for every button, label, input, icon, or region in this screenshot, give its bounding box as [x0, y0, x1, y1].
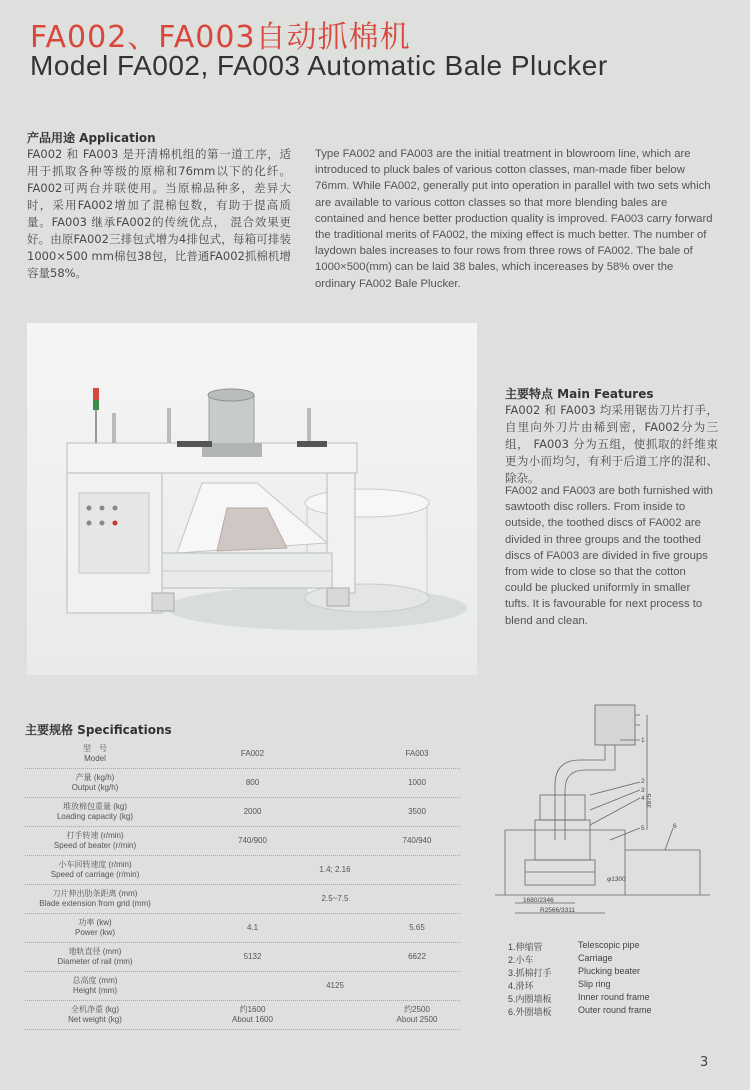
legend-item-cn: 4.滑环 [508, 981, 534, 991]
legend-item [508, 953, 708, 966]
diagram-label-1: 1 [641, 737, 645, 744]
spec-value-fa003: 6622 [408, 952, 426, 961]
spec-label [25, 918, 165, 938]
spec-value-fa002: 2000 [243, 807, 262, 816]
legend-item-cn: 2.小车 [508, 955, 534, 965]
diagram-label-2: 2 [641, 778, 645, 785]
title-english: Model FA002, FA003 Automatic Bale Plucker [30, 50, 608, 81]
spec-value-fa002: 740/900 [238, 836, 267, 845]
application-heading: 产品用途 Application [27, 131, 156, 145]
spec-label-cn: 总高度 (mm) [72, 976, 118, 985]
spec-value-fa003: 1000 [408, 778, 426, 787]
spec-value-fa003: 3500 [408, 807, 426, 816]
spec-value-fa002: 4.1 [246, 923, 259, 932]
spec-row [25, 943, 460, 972]
legend-item [508, 1005, 708, 1018]
diagram-label-6: 6 [673, 823, 677, 830]
diagram-dim-a: 1680/2346 [523, 897, 554, 904]
title-chinese: FA002、FA003自动抓棉机 [30, 20, 411, 55]
spec-row [25, 1001, 460, 1030]
spec-value-fa003: FA003 [405, 749, 429, 758]
machine-diagram [495, 700, 715, 925]
specifications-table [25, 740, 460, 1030]
spec-value-fa002: 约1600 About 1600 [232, 1005, 273, 1024]
application-cn-text: FA002 和 FA003 是开清棉机组的第一道工序，适用于抓取各种等级的原棉和76mm以下的化纤。FA002可两台并联使用。当原棉品种多，差异大时，采用FA002增加了混棉包数，有助于提高质量。FA003 继承FA002的传统优点， 混合效果更好。由原FA002三排包式增为4排包式，每箱可排装1000×500 mm棉包38包，比普通FA002抓棉机增容量58%。 [27, 147, 291, 280]
spec-label [25, 889, 165, 909]
machine-photo [27, 323, 477, 675]
legend-item-en: Inner round frame [578, 992, 650, 1002]
spec-row [25, 740, 460, 769]
legend-item-en: Carriage [578, 953, 613, 963]
spec-label-cn: 打手转速 (r/min) [66, 831, 124, 840]
legend-item-en: Telescopic pipe [578, 940, 640, 950]
spec-value-common: 1.4; 2.16 [319, 865, 351, 874]
spec-value-fa002: FA002 [240, 749, 265, 758]
spec-value-common: 2.5~7.5 [321, 894, 349, 903]
diagram-legend [508, 940, 708, 1018]
spec-row [25, 914, 460, 943]
diagram-label-5: 5 [641, 825, 645, 832]
spec-value-common: 4125 [326, 981, 344, 990]
spec-row [25, 769, 460, 798]
features-cn-text: FA002 和 FA003 均采用锯齿刀片打手，自里向外刀片由稀到密，FA002分为三组， FA003 分为五组，使抓取的纤维束更为小而均匀，有利于后道工序的混和、除杂。 [505, 403, 718, 485]
legend-item-cn: 6.外圈墙板 [508, 1007, 552, 1017]
legend-item [508, 966, 708, 979]
legend-item [508, 979, 708, 992]
spec-row [25, 827, 460, 856]
spec-label [25, 860, 165, 880]
spec-label-cn: 型 号 [83, 744, 107, 753]
legend-item-cn: 1.伸缩管 [508, 942, 543, 952]
spec-value-fa003: 740/940 [402, 836, 432, 845]
spec-label-en: Model [84, 754, 106, 763]
spec-value-fa003: 5.65 [409, 923, 425, 932]
spec-label [25, 831, 165, 851]
spec-label [25, 773, 165, 793]
spec-row [25, 856, 460, 885]
spec-label-en: Blade extension from grid (mm) [39, 899, 151, 908]
legend-item-en: Plucking beater [578, 966, 641, 976]
spec-label-en: Speed of beater (r/min) [53, 841, 137, 850]
spec-label [25, 802, 165, 822]
spec-label-en: Net weight (kg) [68, 1015, 122, 1024]
page-number: 3 [700, 1055, 709, 1070]
spec-label [25, 976, 165, 996]
spec-label-cn: 功率 (kw) [78, 918, 112, 927]
spec-label-en: Power (kw) [74, 928, 115, 937]
features-en-text: FA002 and FA003 are both furnished with sawtooth disc rollers. From inside to outside, the toothed discs of FA002 are divided in three groups and the toothed discs of FA003 are divided in five groups from wide to close so that the cotton could be plucked uniformly in smaller tufts. It is favourable for next process to blend and clean. [505, 485, 713, 627]
spec-label-cn: 产量 (kg/h) [75, 773, 115, 782]
spec-row [25, 798, 460, 827]
spec-label-cn: 全机净重 (kg) [71, 1005, 119, 1014]
diagram-label-4: 4 [641, 795, 645, 802]
features-heading: 主要特点 Main Features [505, 387, 654, 401]
spec-label-cn: 小车回转速度 (r/min) [58, 860, 132, 869]
specifications-heading: 主要规格 Specifications [25, 723, 172, 737]
spec-label-en: Speed of carriage (r/min) [50, 870, 140, 879]
spec-value-fa002: 5132 [243, 952, 262, 961]
spec-label-en: Loading capacity (kg) [56, 812, 134, 821]
diagram-phi-dim: φ1300 [607, 876, 626, 883]
spec-label-en: Output (kg/h) [71, 783, 119, 792]
diagram-label-3: 3 [641, 787, 645, 794]
legend-item-cn: 3.抓棉打手 [508, 968, 552, 978]
spec-value-fa003: 约2500 About 2500 [396, 1005, 438, 1024]
spec-label [25, 1005, 165, 1025]
legend-item [508, 992, 708, 1005]
legend-item-cn: 5.内圈墙板 [508, 994, 552, 1004]
spec-label-en: Diameter of rail (mm) [57, 957, 133, 966]
spec-label-en: Height (mm) [72, 986, 117, 995]
spec-label-cn: 地轨直径 (mm) [68, 947, 122, 956]
application-en-text: Type FA002 and FA003 are the initial treatment in blowroom line, which are introduced to pluck bales of various cotton classes, man-made fiber below 76mm. While FA002, generally put into operation in parallel with two sets which are available to various cotton classes so that more blending bales are contained and hence better production quality is improved. FA003 carry forward the traditional merits of FA002, the mixing effect is much better. The number of laydown bales increases to four rows from three rows of FA002. The bale of 1000×500(mm) can be laid 38 bales, which incereases by 58% over the ordinary FA002 Bale Plucker. [315, 148, 713, 290]
diagram-height-dim: 3975 [646, 793, 653, 808]
spec-value-fa002: 800 [245, 778, 260, 787]
spec-row [25, 885, 460, 914]
spec-label [25, 947, 165, 967]
spec-row [25, 972, 460, 1001]
legend-item [508, 940, 708, 953]
spec-label-cn: 刀片伸出肋条距离 (mm) [52, 889, 138, 898]
spec-label-cn: 堆放棉包重量 (kg) [63, 802, 127, 811]
diagram-dim-b: R2566/3311 [540, 907, 575, 914]
legend-item-en: Outer round frame [578, 1005, 652, 1015]
spec-label [25, 744, 165, 764]
legend-item-en: Slip ring [578, 979, 611, 989]
